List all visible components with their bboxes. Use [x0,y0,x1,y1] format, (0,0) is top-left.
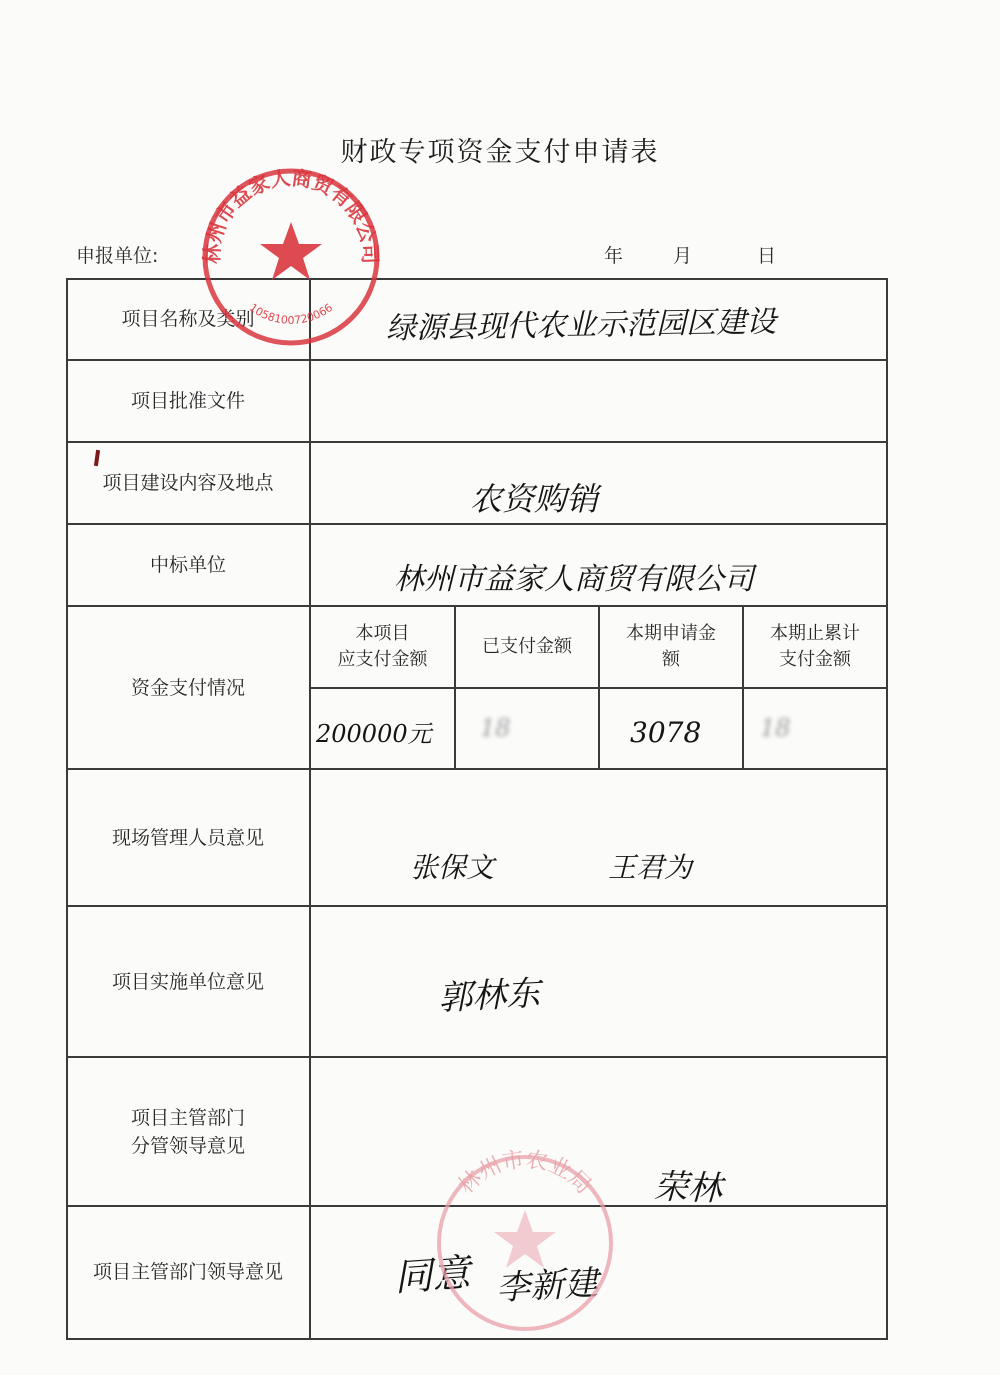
company-seal-stamp [198,164,384,350]
header-cumulative [744,607,886,687]
leader-signature: 李新建 [495,1263,600,1309]
label-payment: 资金支付情况 [130,676,245,699]
agency-seal-star-icon [494,1210,556,1268]
date-year-label: 年 [604,245,624,267]
header-paid: 已支付金额 [482,636,572,657]
seal-number [247,301,335,327]
site-manager-signature-1: 张保文 [410,851,495,884]
table-border-right [886,278,888,1340]
winning-unit-value: 林州市益家人商贸有限公司 [394,562,754,597]
header-payable-line1: 本项目 [355,623,410,644]
date-month-label: 月 [673,245,693,267]
leader-opinion-agree: 同意 [392,1250,472,1300]
seal-text-path: 林州市益家人商贸有限公司 [199,165,383,265]
table-border-bottom [66,1338,888,1340]
implementing-unit-signature: 郭林东 [437,973,542,1019]
cumulative-amount-value: 18 [760,714,791,742]
construction-value: 农资购销 [470,480,599,518]
label-implementing-unit: 项目实施单位意见 [111,970,264,993]
label-site-manager: 现场管理人员意见 [111,826,264,849]
header-cumulative-line2: 支付金额 [779,649,851,670]
page-title: 财政专项资金支付申请表 [340,137,660,168]
header-current-line1: 本期申请金 [626,623,716,644]
site-manager-signature-2: 王君为 [608,851,693,884]
header-cumulative-line1: 本期止累计 [770,623,860,644]
seal-number-path: 1058100720066 [246,301,336,327]
label-approval-doc: 项目批准文件 [130,390,245,412]
header-payable-line2: 应支付金额 [337,649,428,670]
project-name-value: 绿源县现代农业示范园区建设 [385,304,777,347]
label-supervising-leader: 项目主管部门领导意见 [92,1261,283,1283]
current-amount-value: 3078 [630,716,702,749]
agency-seal-text-path: 林州市农业局 [454,1148,596,1200]
seal-star-icon [260,222,322,280]
label-supervising-deputy-line1: 项目主管部门 [130,1106,245,1129]
header-payable [311,607,454,687]
label-supervising-deputy-line2: 分管领导意见 [130,1134,245,1157]
deputy-signature: 荣林 [653,1166,723,1210]
payable-amount-value: 200000元 [316,720,432,748]
label-construction: 项目建设内容及地点 [102,472,274,494]
label-project-name: 项目名称及类别 [121,308,255,330]
agency-seal-stamp [430,1148,620,1338]
label-supervising-deputy [66,1057,310,1206]
header-current-line2: 额 [662,649,680,670]
applicant-label: 申报单位: [76,245,159,267]
date-day-label: 日 [757,245,777,267]
label-winning-unit: 中标单位 [149,554,226,576]
header-current [600,607,742,687]
paid-amount-value: 18 [480,714,511,742]
